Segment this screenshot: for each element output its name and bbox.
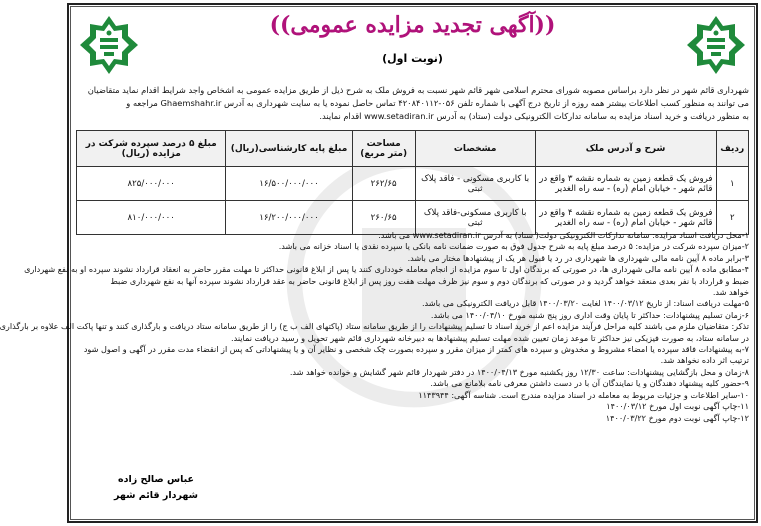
cell-base-price: ۱۶/۲۰۰/۰۰۰/۰۰۰ bbox=[226, 201, 352, 235]
header bbox=[74, 10, 751, 78]
signature-role: شهردار قائم شهر bbox=[113, 490, 199, 501]
signature-name: عباس صالح زاده bbox=[117, 474, 195, 485]
note-item: ۹-حضور کلیه پیشنهاد دهندگان و یا نمایندگان آن با در دست داشتن معرفی نامه بلامانع می باشد. bbox=[430, 378, 749, 389]
cell-deposit: ۸۲۵/۰۰۰/۰۰۰ bbox=[77, 167, 226, 201]
page-subtitle: (نوبت اول) bbox=[382, 52, 443, 65]
note-item: در سامانه ستاد، به صورت فیزیکی نیز حداکثر تا موعد زمان تعیین شده مهلت تسلیم پیشنهادها به دبیرخانه شهرداری قائم شهر تحویل و رسید دریافت نمایند. bbox=[231, 332, 749, 343]
header-row-number: ردیف bbox=[716, 131, 749, 167]
property-table bbox=[76, 130, 749, 235]
note-item: ۱۱-چاپ آگهی نوبت اول مورخ ۱۴۰۰/۰۳/۱۲ bbox=[606, 401, 749, 412]
page-title: ((آگهی تجدید مزایده عمومی)) bbox=[269, 12, 556, 38]
intro-line-3: به منظور دریافت و خرید اسناد مزایده به سامانه تدارکات الکترونیکی دولت (ستاد) به آدرس www.setadiran.ir اقدام نمایند. bbox=[319, 111, 749, 121]
signature-block bbox=[86, 472, 226, 504]
note-item: ۶-زمان تسلیم پیشنهادات: حداکثر تا پایان وقت اداری روز پنج شنبه مورخ ۱۴۰۰/۰۴/۱۰ می باشد. bbox=[430, 309, 749, 320]
note-item: ۷-به پیشنهادات فاقد سپرده یا امضاء مشروط و مخدوش و سپرده های کمتر از میزان مقرر و سپرده بصورت چک شخصی و نظایر آن و یا پیشنهاداتی که پس از انقضاء مدت مقرر در آگهی و اصول شود bbox=[83, 344, 749, 355]
cell-spec: با کاربری مسکونی-فاقد پلاک ثبتی bbox=[415, 201, 535, 235]
intro-paragraph bbox=[76, 84, 749, 123]
cell-row-number: ۱ bbox=[716, 167, 749, 201]
cell-area: ۲۶۰/۶۵ bbox=[352, 201, 415, 235]
note-item: ۳-برابر ماده ۸ آیین نامه مالی شهرداری ها شهرداری در رد یا قبول هر یک از پیشنهادها مختار می باشد. bbox=[407, 252, 749, 263]
note-item: ۸-زمان و محل بازگشایی پیشنهادات: ساعت ۱۲/۳۰ روز یکشنبه مورخ ۱۴۰۰/۰۴/۱۳ در دفتر شهردار قائم شهر گشایش و خوانده خواهد شد. bbox=[289, 366, 749, 377]
note-item: تذکر: متقاضیان ملزم می باشند کلیه مراحل فرآیند مزایده اعم از خرید اسناد تا تسلیم پیشنهادات را از طریق سامانه ستاد (پاکتهای الف ب ج) را از طریق سامانه ستاد دریافت و بارگذاری کنند و تنها پاکت الف علاوه بر بارگذاری bbox=[0, 321, 749, 332]
table-header-row bbox=[77, 131, 749, 167]
note-item: ۱۲-چاپ آگهی نوبت دوم مورخ ۱۴۰۰/۰۳/۲۲ bbox=[605, 412, 749, 423]
note-item: ترتیب اثر داده نخواهد شد. bbox=[660, 355, 749, 366]
cell-spec: با کاربری مسکونی - فاقد پلاک ثبتی bbox=[415, 167, 535, 201]
municipality-logo-icon bbox=[685, 14, 747, 76]
cell-area: ۲۶۲/۶۵ bbox=[352, 167, 415, 201]
note-item: ۱-محل دریافت اسناد مزایده: سامانه تدارکات الکترونیکی دولت( ستاد) به آدرس www.setadiran.ir می باشد. bbox=[378, 230, 749, 240]
note-item: خواهد شد. bbox=[712, 287, 749, 298]
cell-address: فروش یک قطعه زمین به شماره نقشه ۴ واقع در قائم شهر - خیابان امام (ره) - سه راه الغدیر bbox=[535, 201, 716, 235]
note-item: ۱۰-سایر اطلاعات و جزئیات مربوط به معامله در اسناد مزایده مندرج است. شناسه آگهی: ۱۱۴۳۹۴۴ bbox=[418, 389, 749, 400]
header-base-price: مبلغ پایه کارشناسی(ریال) bbox=[226, 131, 352, 167]
note-item: ۲-میزان سپرده شرکت در مزایده: ۵ درصد مبلغ پایه به شرح جدول فوق به صورت ضمانت نامه بانکی یا سپرده نقدی یا اسناد خزانه می باشد. bbox=[278, 241, 749, 252]
cell-row-number: ۲ bbox=[716, 201, 749, 235]
note-item: ۴-مطابق ماده ۸ آیین نامه مالی شهرداری ها، در صورتی که برندگان اول تا سوم مزایده از انجام معامله خودداری کنند یا پس از ابلاغ قانونی حداکثر تا مهلت مقرر حاضر به انعقاد قرارداد نشوند سپرده او به نفع شهرداری bbox=[24, 264, 749, 275]
table-row bbox=[77, 167, 749, 201]
notes-list bbox=[0, 230, 749, 424]
header-area: مساحت (متر مربع) bbox=[352, 131, 415, 167]
header-deposit: مبلغ ۵ درصد سپرده شرکت در مزایده (ریال) bbox=[77, 131, 226, 167]
header-spec: مشخصات bbox=[415, 131, 535, 167]
intro-line-1: شهرداری قائم شهر در نظر دارد براساس مصوبه شورای محترم اسلامی شهر قائم شهر نسبت به فروش ملک به شرح ذیل از طریق مزایده عمومی به اشخاص واجد شرایط اقدام نماید متقاضیان bbox=[87, 85, 749, 95]
intro-line-2: می توانند به منظور کسب اطلاعات بیشتر همه روزه از تاریخ درج آگهی با شماره تلفن ۰۵۶-۴۲۰۸۴۰۱۱۲ تماس حاصل نموده یا به سایت شهرداری به آدرس Ghaemshahr.ir مراجعه و bbox=[126, 98, 749, 108]
cell-deposit: ۸۱۰/۰۰۰/۰۰۰ bbox=[77, 201, 226, 235]
municipality-logo-icon bbox=[78, 14, 140, 76]
note-item: ضبط و قرارداد با نفر بعدی منعقد خواهد گردید و در صورتی که برندگان دوم و سوم نیز ظرف مهلت هفت روز پس از ابلاغ قانونی حاضر به عقد قرارداد نشوند سپرده آنها به نفع شهرداری ضبط bbox=[110, 275, 749, 286]
note-item: ۵-مهلت دریافت اسناد: از تاریخ ۱۴۰۰/۰۳/۱۲ لغایت ۱۴۰۰/۰۳/۲۰ قابل دریافت الکترونیکی می باشد. bbox=[421, 298, 749, 309]
cell-base-price: ۱۶/۵۰۰/۰۰۰/۰۰۰ bbox=[226, 167, 352, 201]
cell-address: فروش یک قطعه زمین به شماره نقشه ۳ واقع در قائم شهر - خیابان امام (ره) - سه راه الغدیر bbox=[535, 167, 716, 201]
header-address: شرح و آدرس ملک bbox=[535, 131, 716, 167]
